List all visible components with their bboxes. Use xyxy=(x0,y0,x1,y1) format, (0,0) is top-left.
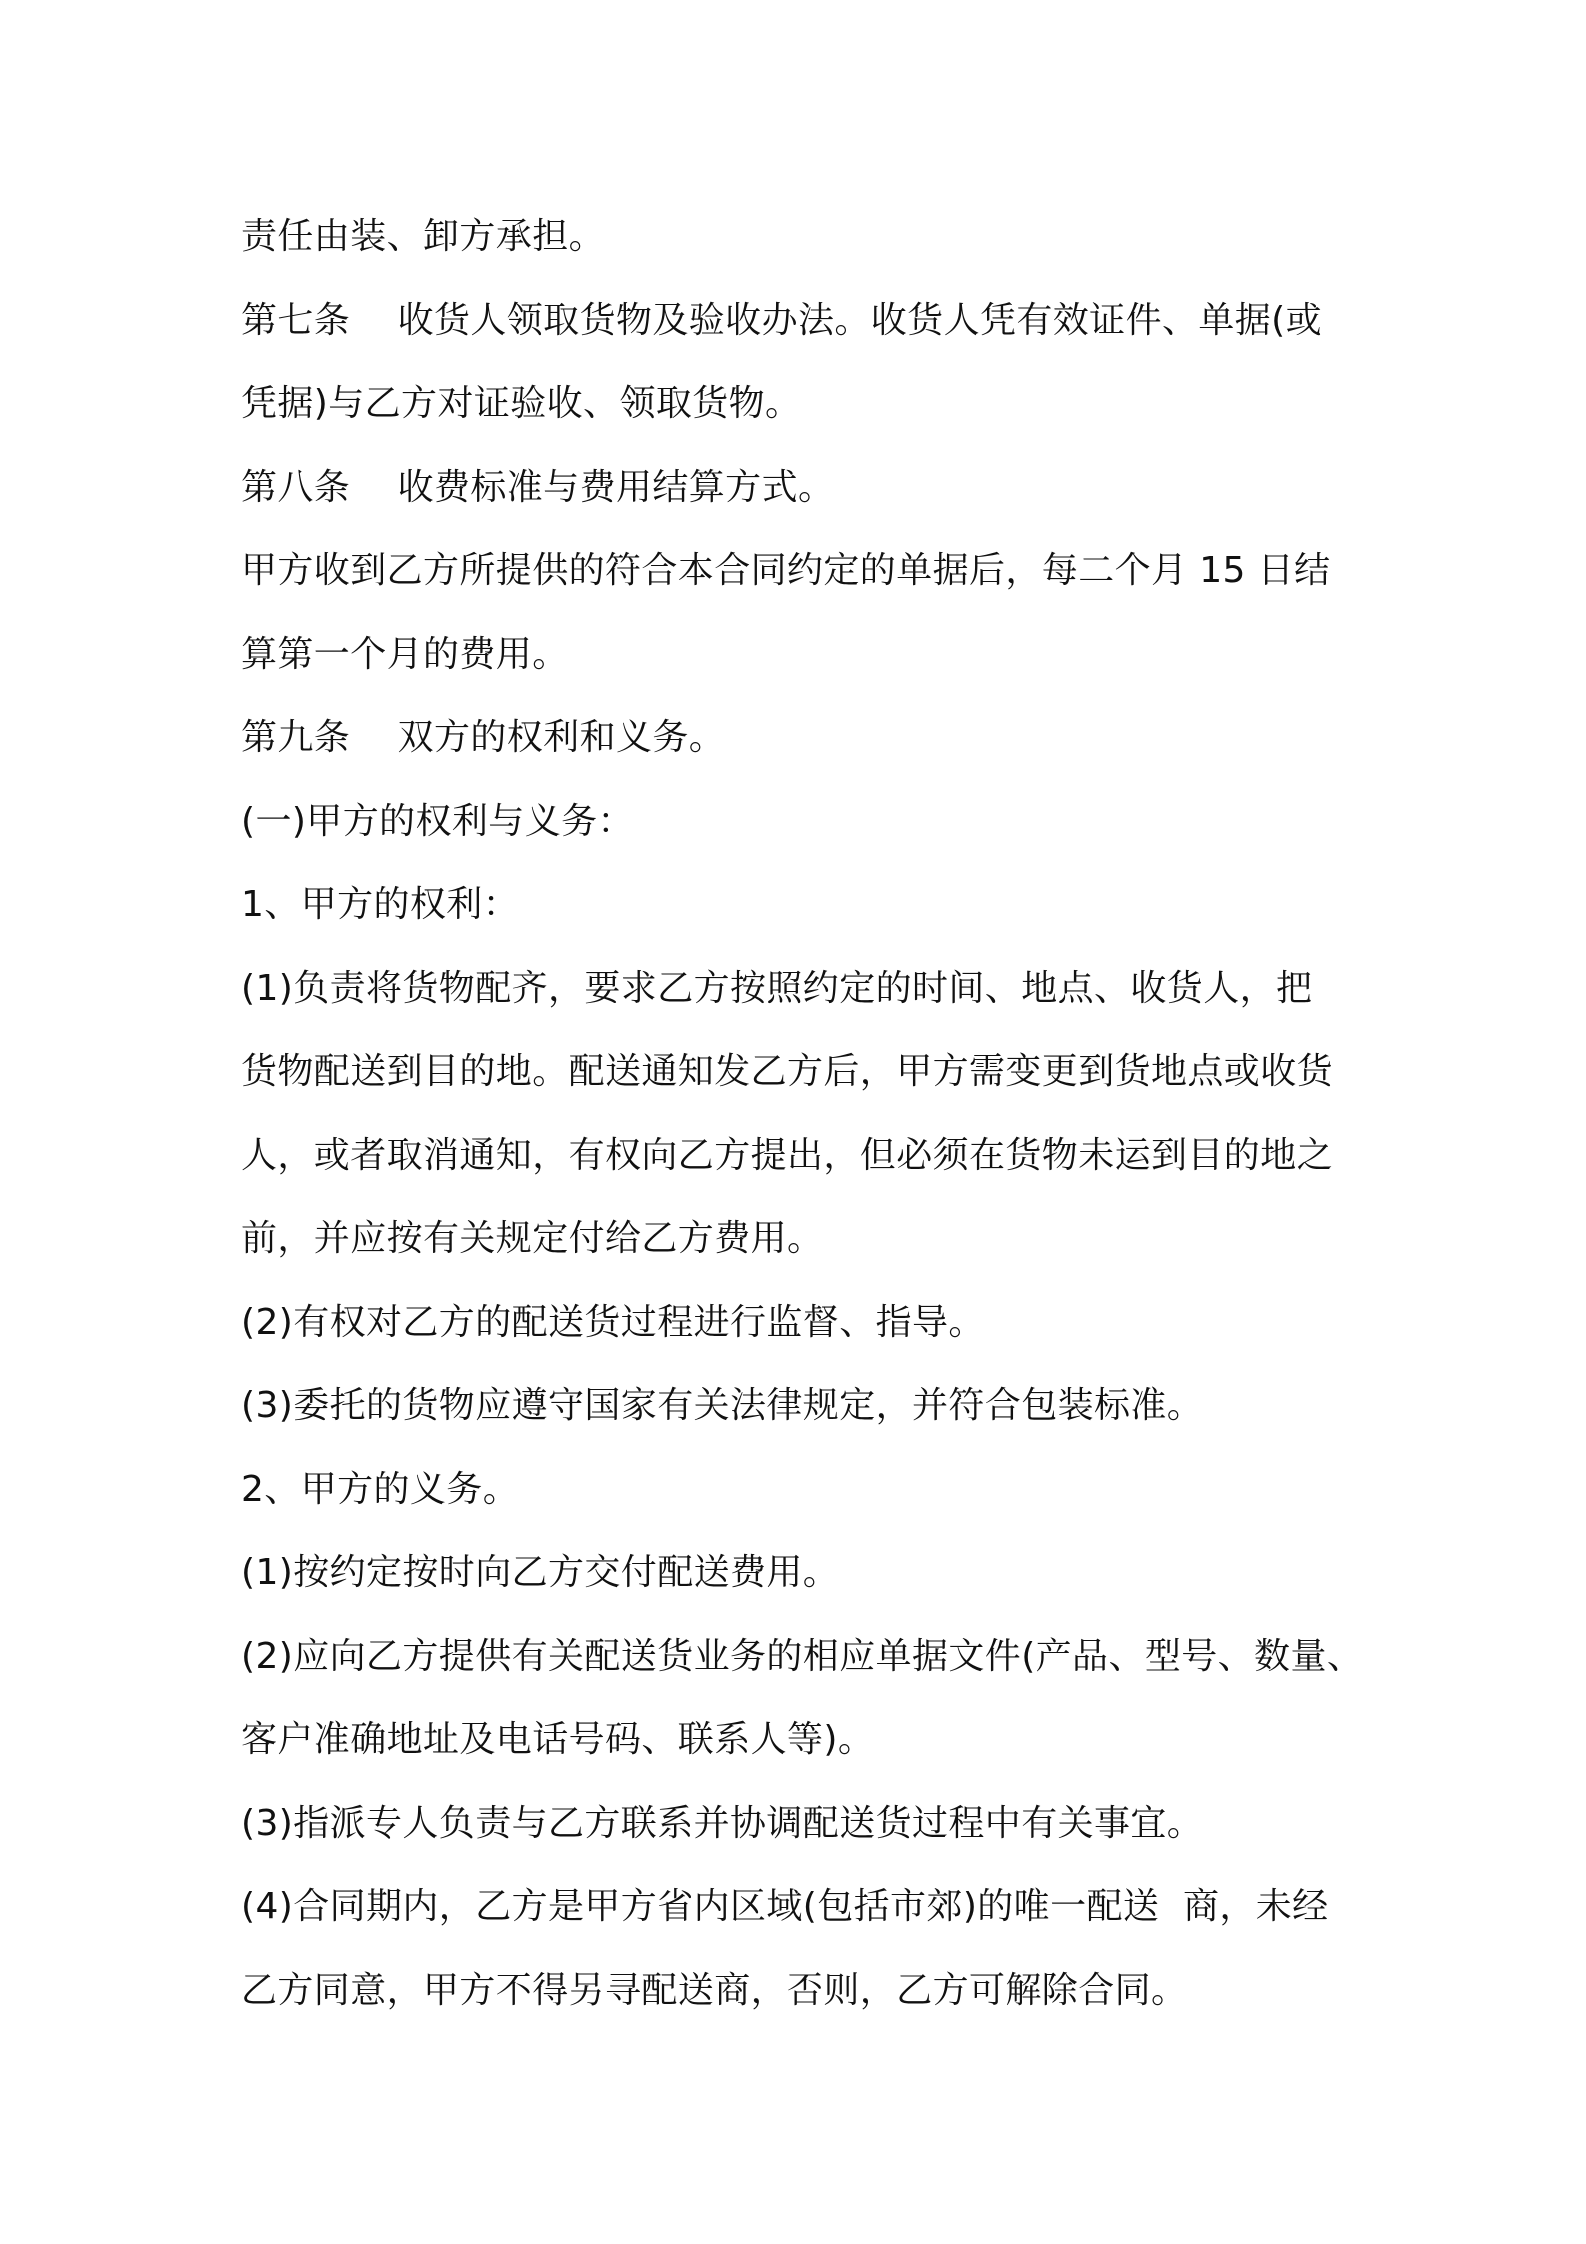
text-line: 第八条 收费标准与费用结算方式。 xyxy=(241,466,835,508)
text-line: 货物配送到目的地。配送通知发乙方后，甲方需变更到货地点或收货 xyxy=(241,1051,1334,1092)
text-line: 客户准确地址及电话号码、联系人等)。 xyxy=(241,1719,875,1760)
text-line: (1)负责将货物配齐，要求乙方按照约定的时间、地点、收货人，把 xyxy=(241,967,1313,1009)
text-line: 人，或者取消通知，有权向乙方提出，但必须在货物未运到目的地之 xyxy=(241,1134,1334,1176)
text-line: 算第一个月的费用。 xyxy=(241,633,569,675)
text-line: 责任由装、卸方承担。 xyxy=(241,216,606,257)
text-line: (3)委托的货物应遵守国家有关法律规定，并符合包装标准。 xyxy=(241,1385,1204,1426)
text-line: 甲方收到乙方所提供的符合本合同约定的单据后，每二个月 15 日结 xyxy=(241,550,1331,591)
document-body xyxy=(241,195,1363,2032)
text-line: (一)甲方的权利与义务： xyxy=(241,800,634,842)
text-line: (2)应向乙方提供有关配送货业务的相应单据文件(产品、型号、数量、 xyxy=(241,1635,1364,1677)
text-line: 第七条 收货人领取货物及验收办法。收货人凭有效证件、单据(或 xyxy=(241,299,1323,341)
text-line: 1、甲方的权利： xyxy=(241,884,520,925)
text-line: 凭据)与乙方对证验收、领取货物。 xyxy=(241,383,802,424)
text-line: 乙方同意，甲方不得另寻配送商，否则，乙方可解除合同。 xyxy=(241,1969,1188,2011)
text-line: (4)合同期内，乙方是甲方省内区域(包括市郊)的唯一配送 商，未经 xyxy=(241,1886,1329,1927)
text-line: 前，并应按有关规定付给乙方费用。 xyxy=(241,1218,824,1259)
text-line: (1)按约定按时向乙方交付配送费用。 xyxy=(241,1552,840,1593)
text-line: 第九条 双方的权利和义务。 xyxy=(241,717,726,758)
text-line: (2)有权对乙方的配送货过程进行监督、指导。 xyxy=(241,1301,985,1343)
text-line: 2、甲方的义务。 xyxy=(241,1468,520,1510)
text-line: (3)指派专人负责与乙方联系并协调配送货过程中有关事宜。 xyxy=(241,1802,1204,1844)
